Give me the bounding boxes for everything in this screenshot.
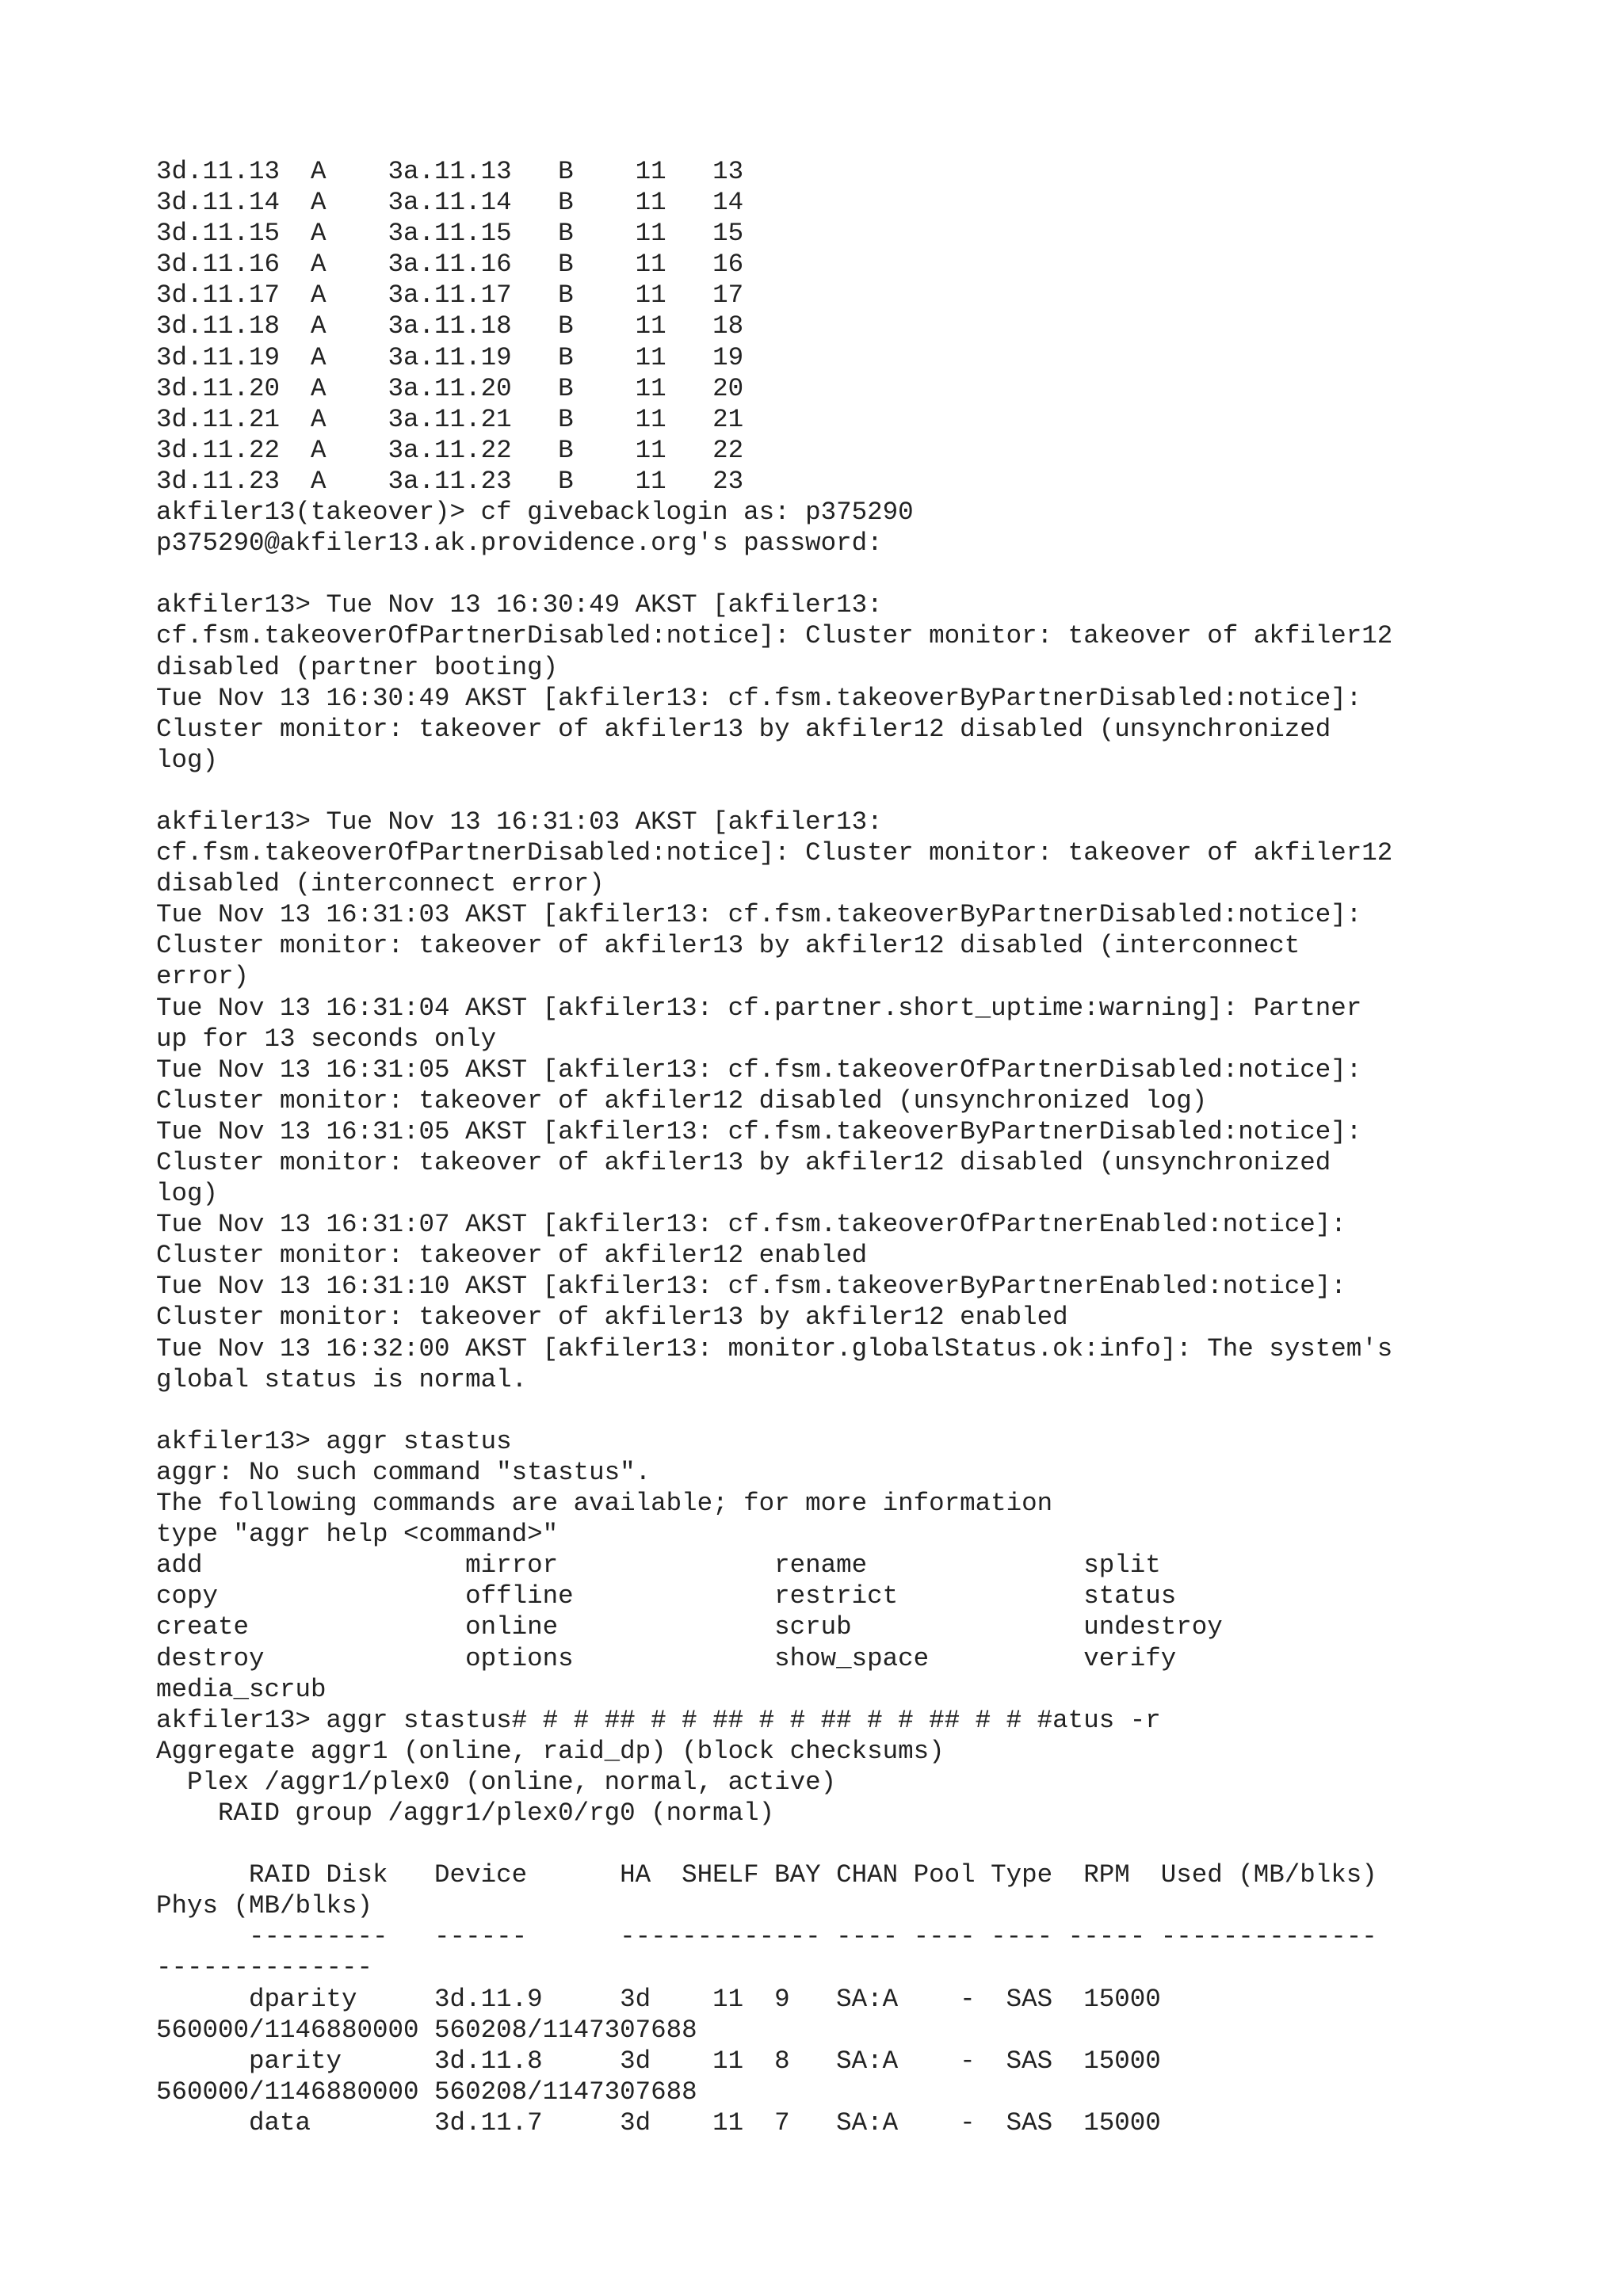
log-line: Cluster monitor: takeover of akfiler12 disabled (unsynchronized log) xyxy=(156,1085,1208,1116)
log-line: Tue Nov 13 16:31:04 AKST [akfiler13: cf.partner.short_uptime:warning]: Partner xyxy=(156,993,1362,1023)
log-line: Tue Nov 13 16:31:05 AKST [akfiler13: cf.fsm.takeoverByPartnerDisabled:notice]: xyxy=(156,1116,1362,1146)
log-line: log) xyxy=(156,745,219,775)
log-line: RAID group /aggr1/plex0/rg0 (normal) xyxy=(156,1798,775,1828)
log-line: 3d.11.22 A 3a.11.22 B 11 22 xyxy=(156,435,744,465)
log-line: RAID Disk Device HA SHELF BAY CHAN Pool Type RPM Used (MB/blks) xyxy=(156,1860,1377,1890)
log-line: 3d.11.19 A 3a.11.19 B 11 19 xyxy=(156,342,744,372)
log-line: type "aggr help <command>" xyxy=(156,1520,559,1550)
log-line: Aggregate aggr1 (online, raid_dp) (block checksums) xyxy=(156,1736,945,1766)
terminal-log xyxy=(156,156,1583,2138)
log-line: The following commands are available; for more information xyxy=(156,1489,1053,1519)
log-line: disabled (interconnect error) xyxy=(156,869,605,899)
log-line: 3d.11.15 A 3a.11.15 B 11 15 xyxy=(156,219,744,249)
log-line: Tue Nov 13 16:31:03 AKST [akfiler13: cf.fsm.takeoverByPartnerDisabled:notice]: xyxy=(156,900,1362,930)
log-line: data 3d.11.7 3d 11 7 SA:A - SAS 15000 xyxy=(156,2107,1161,2138)
log-line: akfiler13> aggr stastus xyxy=(156,1426,512,1456)
log-line: media_scrub xyxy=(156,1674,327,1704)
log-line: disabled (partner booting) xyxy=(156,652,559,682)
log-line: akfiler13> Tue Nov 13 16:31:03 AKST [akfiler13: xyxy=(156,807,883,837)
log-line: Cluster monitor: takeover of akfiler13 by akfiler12 enabled xyxy=(156,1302,1068,1333)
log-line: 3d.11.17 A 3a.11.17 B 11 17 xyxy=(156,280,744,311)
log-line: p375290@akfiler13.ak.providence.org's password: xyxy=(156,528,883,559)
log-line: 3d.11.20 A 3a.11.20 B 11 20 xyxy=(156,373,744,403)
log-line: 3d.11.18 A 3a.11.18 B 11 18 xyxy=(156,311,744,341)
log-line: destroy options show_space verify xyxy=(156,1643,1177,1673)
log-line: Cluster monitor: takeover of akfiler13 by akfiler12 disabled (interconnect xyxy=(156,931,1300,961)
log-line: 3d.11.21 A 3a.11.21 B 11 21 xyxy=(156,404,744,434)
log-line: 3d.11.13 A 3a.11.13 B 11 13 xyxy=(156,157,744,186)
log-line: log) xyxy=(156,1179,219,1209)
log-line: create online scrub undestroy xyxy=(156,1612,1223,1642)
log-line: Tue Nov 13 16:30:49 AKST [akfiler13: cf.fsm.takeoverByPartnerDisabled:notice]: xyxy=(156,683,1362,713)
log-line: Tue Nov 13 16:32:00 AKST [akfiler13: monitor.globalStatus.ok:info]: The system's xyxy=(156,1333,1393,1363)
log-line: cf.fsm.takeoverOfPartnerDisabled:notice]: Cluster monitor: takeover of akfiler12 xyxy=(156,621,1393,651)
log-line: Cluster monitor: takeover of akfiler13 by akfiler12 disabled (unsynchronized xyxy=(156,1148,1331,1177)
log-line: aggr: No such command "stastus". xyxy=(156,1457,651,1487)
log-line: Tue Nov 13 16:31:05 AKST [akfiler13: cf.fsm.takeoverOfPartnerDisabled:notice]: xyxy=(156,1055,1362,1085)
log-line: cf.fsm.takeoverOfPartnerDisabled:notice]: Cluster monitor: takeover of akfiler12 xyxy=(156,838,1393,868)
log-line: Phys (MB/blks) xyxy=(156,1891,373,1921)
log-line: 560000/1146880000 560208/1147307688 xyxy=(156,2077,697,2107)
log-line: copy offline restrict status xyxy=(156,1581,1177,1611)
log-line: Cluster monitor: takeover of akfiler12 enabled xyxy=(156,1241,868,1271)
log-line: Plex /aggr1/plex0 (online, normal, active) xyxy=(156,1767,837,1797)
log-line: akfiler13(takeover)> cf givebacklogin as: p375290 xyxy=(156,498,914,528)
log-line: --------- ------ ------------- ---- ---- ---- ----- -------------- xyxy=(156,1922,1377,1952)
log-line: 3d.11.16 A 3a.11.16 B 11 16 xyxy=(156,250,744,280)
log-line: 560000/1146880000 560208/1147307688 xyxy=(156,2015,697,2045)
log-line: akfiler13> aggr stastus# # # ## # # ## # # ## # # ## # # #atus -r xyxy=(156,1705,1161,1735)
log-line: global status is normal. xyxy=(156,1364,528,1394)
log-line: Tue Nov 13 16:31:10 AKST [akfiler13: cf.fsm.takeoverByPartnerEnabled:notice]: xyxy=(156,1272,1346,1302)
log-line: add mirror rename split xyxy=(156,1550,1161,1581)
log-line: akfiler13> Tue Nov 13 16:30:49 AKST [akfiler13: xyxy=(156,590,883,620)
log-line: dparity 3d.11.9 3d 11 9 SA:A - SAS 15000 xyxy=(156,1984,1161,2014)
log-line: Tue Nov 13 16:31:07 AKST [akfiler13: cf.fsm.takeoverOfPartnerEnabled:notice]: xyxy=(156,1210,1346,1240)
log-line: error) xyxy=(156,962,250,992)
log-line: up for 13 seconds only xyxy=(156,1024,497,1054)
log-line: 3d.11.23 A 3a.11.23 B 11 23 xyxy=(156,466,744,496)
log-line: 3d.11.14 A 3a.11.14 B 11 14 xyxy=(156,188,744,218)
log-line: -------------- xyxy=(156,1953,373,1983)
log-line: parity 3d.11.8 3d 11 8 SA:A - SAS 15000 xyxy=(156,2046,1161,2076)
log-line: Cluster monitor: takeover of akfiler13 by akfiler12 disabled (unsynchronized xyxy=(156,714,1331,744)
